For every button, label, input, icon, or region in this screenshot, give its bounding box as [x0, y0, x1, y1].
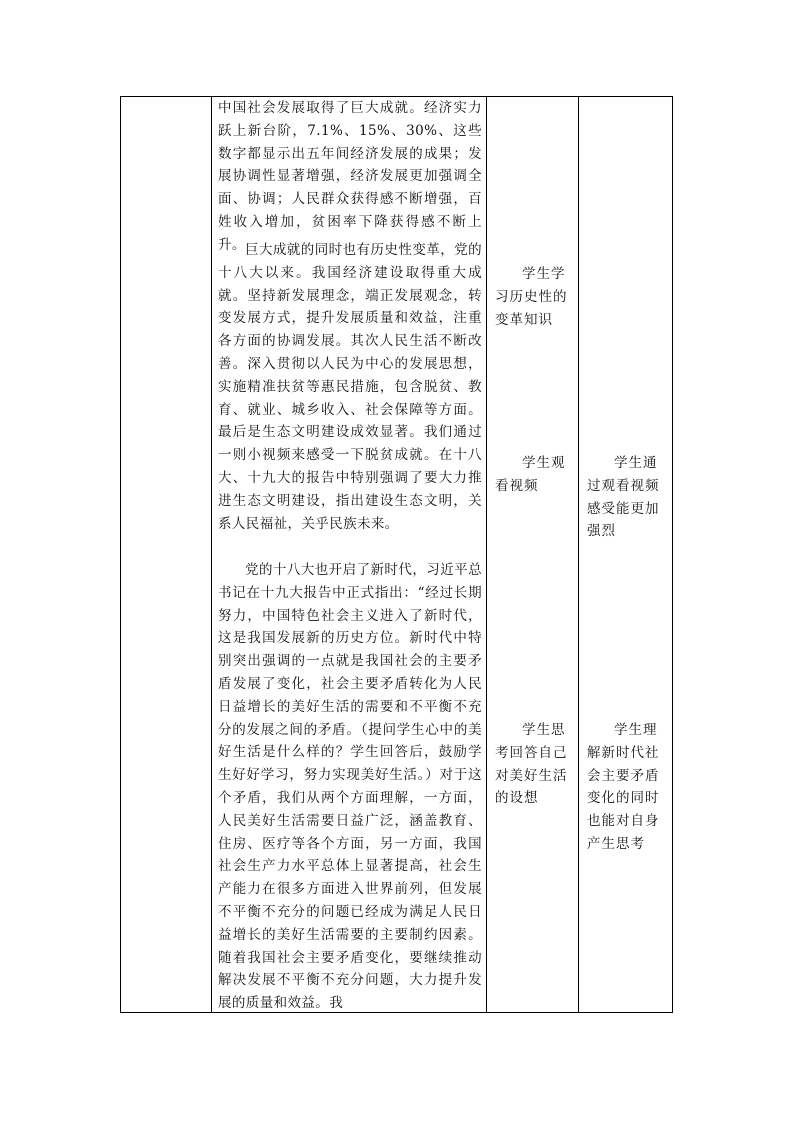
student-activity-3: 学生思考回答自己对美好生活的设想 [495, 722, 568, 807]
design-intent-2: 学生理解新时代社会主要矛盾变化的同时也能对自身产生思考 [587, 722, 660, 852]
lesson-plan-table [120, 96, 673, 1013]
student-activity-1: 学生学习历史性的变革知识 [495, 266, 568, 328]
column-student-activity [487, 97, 578, 1012]
content-paragraph-3: 党的十八大也开启了新时代，习近平总书记在十九大报告中正式指出：“经过长期努力，中国特色社会主义进入了新时代，这是我国发展新的历史方位。新时代中特别突出强调的一点就是我国社会的主要矛盾发展了变化，社会主要矛盾转化为人民日益增长的美好生活的需要和不平衡不充分的发展之间的矛盾。（提问学生心中的美好生活是什么样的？学生回答后，鼓励学生好好学习，努力实现美好生活。）对于这个矛盾，我们从两个方面理解，一方面，人民美好生活需要日益广泛，涵盖教育、住房、医疗等各个方面，另一方面，我国社会生产力水平总体上显著提高，社会生产能力在很多方面进入世界前列，但发展不平衡不充分的问题已经成为满足人民日益增长的美好生活需要的主要制约因素。随着我国社会主要矛盾变化，要继续推动解决发展不平衡不充分问题，大力提升发展的质量和效益。我 [218, 562, 482, 1012]
column-empty [121, 97, 211, 1012]
student-activity-2: 学生观看视频 [495, 455, 566, 494]
column-design-intent [579, 97, 674, 1012]
design-intent-1: 学生通过观看视频感受能更加强烈 [587, 455, 660, 540]
content-paragraph-2: 巨大成就的同时也有历史性变革，党的十八大以来。我国经济建设取得重大成就。坚持新发展理念，端正发展观念，转变发展方式，提升发展质量和效益，注重各方面的协调发展。其次人民生活不断改善。深入贯彻以人民为中心的发展思想，实施精准扶贫等惠民措施，包含脱贫、教育、就业、城乡收入、社会保障等方面。最后是生态文明建设成效显著。我们通过一则小视频来感受一下脱贫成就。在十八大、十九大的报告中特别强调了要大力推进生态文明建设，指出建设生态文明，关系人民福祉，关乎民族未来。 [218, 242, 482, 532]
content-paragraph-1: 中国社会发展取得了巨大成就。经济实力跃上新台阶，7.1%、15%、30%、这些数字都显示出五年间经济发展的成果；发展协调性显著增强，经济发展更加强调全面、协调；人民群众获得感不断增强，百姓收入增加，贫困率下降获得感不断上升。 [218, 100, 482, 253]
column-teaching-content [212, 97, 486, 1012]
